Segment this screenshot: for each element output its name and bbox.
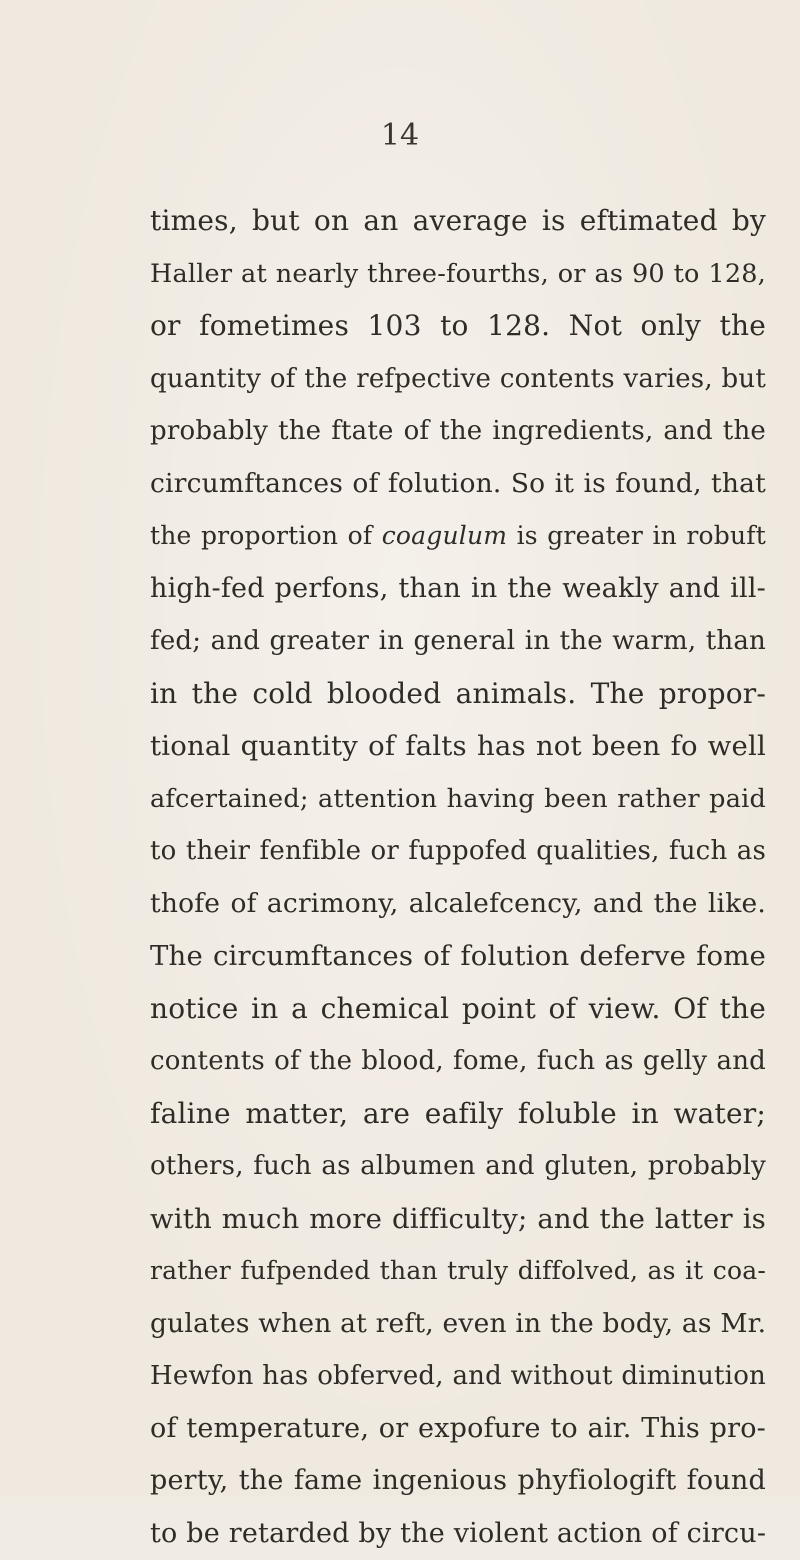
text-line <box>150 300 766 353</box>
line-text: to their fenfible or fuppofed qualities, fuch as <box>150 836 766 866</box>
line-text: thofe of acrimony, alcalefcency, and the like. <box>150 888 766 919</box>
line-text: to be retarded by the violent action of circu- <box>150 1518 766 1549</box>
line-text: is greater in robuft <box>507 521 766 550</box>
text-line <box>150 773 766 826</box>
line-text: of temperature, or expofure to air. This pro- <box>150 1413 766 1444</box>
line-text: or fometimes 103 to 128. Not only the <box>150 309 766 342</box>
text-line <box>150 353 766 406</box>
line-text: perty, the fame ingenious phyfiologift found <box>150 1465 766 1496</box>
text-line <box>150 195 766 248</box>
text-line <box>150 720 766 773</box>
text-line <box>150 1193 766 1246</box>
line-text: The circumftances of folution deferve fome <box>150 940 766 972</box>
line-text: in the cold blooded animals. The propor- <box>150 677 766 710</box>
italic-term: coagulum <box>382 521 507 550</box>
line-text: notice in a chemical point of view. Of the <box>150 992 766 1025</box>
line-text: tional quantity of falts has not been fo well <box>150 730 766 762</box>
line-text: probably the ftate of the ingredients, and the <box>150 416 766 446</box>
text-line <box>150 510 766 563</box>
line-text: afcertained; attention having been rather paid <box>150 784 766 814</box>
text-line <box>150 1298 766 1351</box>
text-line <box>150 458 766 511</box>
line-text: high-fed perfons, than in the weakly and ill- <box>150 573 766 604</box>
text-line <box>150 248 766 301</box>
text-line <box>150 930 766 983</box>
line-text: with much more difficulty; and the latter is <box>150 1203 766 1235</box>
text-line <box>150 405 766 458</box>
text-line <box>150 983 766 1036</box>
line-text: others, fuch as albumen and gluten, probably <box>150 1151 766 1181</box>
text-line <box>150 563 766 616</box>
line-text: Haller at nearly three-fourths, or as 90 to 128, <box>150 259 766 289</box>
text-line <box>150 825 766 878</box>
line-text: circumftances of folution. So it is found, that <box>150 468 766 499</box>
line-text: rather fufpended than truly diffolved, as it coa- <box>150 1256 766 1285</box>
text-line <box>150 1350 766 1403</box>
text-line <box>150 1455 766 1508</box>
text-line <box>150 1035 766 1088</box>
text-line <box>150 668 766 721</box>
line-text: times, but on an average is eftimated by <box>150 204 766 237</box>
page-number: 14 <box>0 118 800 154</box>
text-line <box>150 1088 766 1141</box>
text-line <box>150 1508 766 1560</box>
line-text: Hewfon has obferved, and without diminution <box>150 1361 766 1391</box>
line-text: contents of the blood, fome, fuch as gelly and <box>150 1046 766 1076</box>
line-text: gulates when at reft, even in the body, as Mr. <box>150 1308 766 1339</box>
line-text: quantity of the refpective contents varies, but <box>150 364 766 394</box>
text-line <box>150 615 766 668</box>
text-line <box>150 1140 766 1193</box>
line-text: fed; and greater in general in the warm, than <box>150 626 766 656</box>
line-text: faline matter, are eafily foluble in water; <box>150 1097 766 1130</box>
line-text: the proportion of <box>150 521 382 550</box>
text-line <box>150 878 766 931</box>
text-line <box>150 1403 766 1456</box>
body-text <box>150 195 766 1560</box>
text-line <box>150 1245 766 1298</box>
